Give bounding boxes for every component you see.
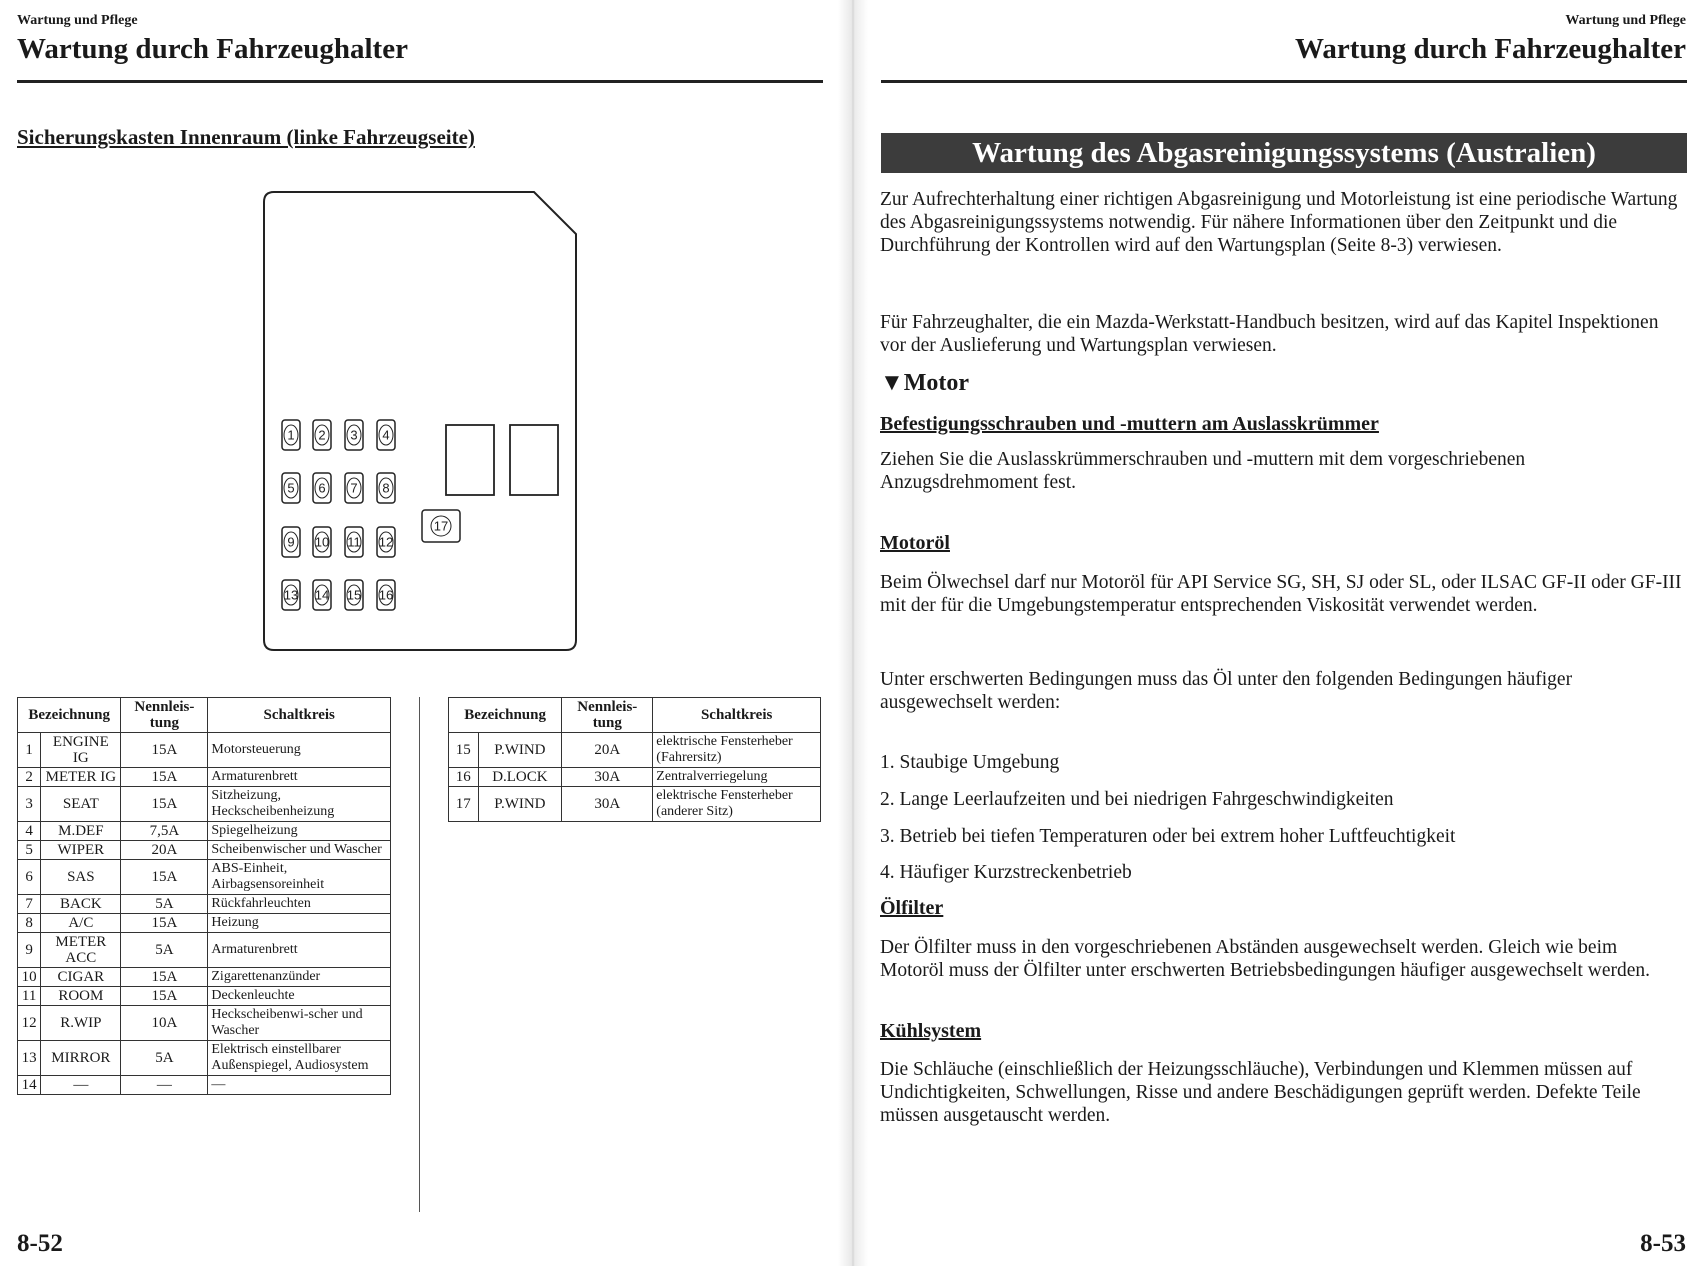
condition-item: 2. Lange Leerlaufzeiten und bei niedrigen Fahrgeschwindigkeiten: [880, 789, 1394, 810]
fuse-rating-cell: 30A: [562, 787, 653, 822]
fuse-rating-cell: 20A: [121, 841, 208, 860]
fuse-number-cell: 14: [18, 1076, 41, 1095]
fuse-number-cell: 15: [449, 733, 479, 768]
cooling-heading: Kühlsystem: [880, 1020, 982, 1042]
fuse-name-cell: WIPER: [41, 841, 121, 860]
fuse-name-cell: D.LOCK: [478, 768, 562, 787]
fuse-table-row: [18, 822, 391, 841]
fuse-slot-label: 3: [350, 427, 358, 443]
fuse-name-cell: R.WIP: [41, 1006, 121, 1041]
fuse-circuit-cell: Zigarettenanzünder: [208, 968, 391, 987]
fuse-circuit-cell: Sitzheizung, Heckscheibenheizung: [208, 787, 391, 822]
fuse-slot-label: 7: [350, 480, 358, 496]
engine-oil-heading: Motoröl: [880, 532, 950, 554]
fuse-table-a-header: [18, 698, 391, 733]
fuse-number-cell: 6: [18, 860, 41, 895]
fuse-rating-cell: 10A: [121, 1006, 208, 1041]
fuse-table-row: [18, 768, 391, 787]
header-circuit: Schaltkreis: [208, 698, 391, 733]
fuse-table-b: [448, 697, 821, 822]
fuse-rating-cell: 15A: [121, 860, 208, 895]
fuse-rating-cell: 15A: [121, 787, 208, 822]
fuse-rating-cell: 5A: [121, 1041, 208, 1076]
fuse-name-cell: A/C: [41, 914, 121, 933]
fuse-slot-label: 17: [433, 518, 449, 534]
fuse-slot-label: 4: [382, 427, 390, 443]
manifold-paragraph: Ziehen Sie die Auslasskrümmerschrauben und -muttern mit dem vorgeschriebenen Anzugsdrehmoment fest.: [880, 449, 1526, 493]
fuse-circuit-cell: Zentralverriegelung: [653, 768, 821, 787]
engine-oil-paragraph: Beim Ölwechsel darf nur Motoröl für API Service SG, SH, SJ oder SL, oder ILSAC GF-II oder GF-III mit der für die Umgebungstemperatur entsprechenden Viskosität verwendet werden.: [880, 572, 1682, 616]
fuse-table-row: [18, 841, 391, 860]
oil-filter-paragraph: Der Ölfilter muss in den vorgeschriebenen Abständen ausgewechselt werden. Gleich wie beim Motoröl muss der Ölfilter unter erschwerten Betriebsbedingungen häufiger ausgewechselt werden.: [880, 937, 1651, 981]
fuse-name-cell: P.WIND: [478, 733, 562, 768]
fuse-number-cell: 17: [449, 787, 479, 822]
fuse-table-row: [18, 933, 391, 968]
fuse-table-row: [449, 733, 821, 768]
fuse-name-cell: M.DEF: [41, 822, 121, 841]
fuse-table-row: [18, 914, 391, 933]
fuse-rating-cell: 20A: [562, 733, 653, 768]
fuse-circuit-cell: Rückfahrleuchten: [208, 895, 391, 914]
severe-conditions-paragraph: Unter erschwerten Bedingungen muss das Öl unter den folgenden Bedingungen häufiger ausgewechselt werden:: [880, 669, 1573, 713]
intro-paragraph-1: Zur Aufrechterhaltung einer richtigen Abgasreinigung und Motorleistung ist eine periodische Wartung des Abgasreinigungssystems notwendig. Für nähere Informationen über den Zeitpunkt und die Durchführung der Kontrollen wird auf den Wartungsplan (Seite 8-3) verwiesen.: [880, 189, 1678, 256]
fuse-rating-cell: 5A: [121, 933, 208, 968]
fuse-table-row: [449, 768, 821, 787]
left-page-title: Wartung durch Fahrzeughalter: [17, 33, 408, 65]
fuse-table-row: [18, 987, 391, 1006]
intro-paragraph-2: Für Fahrzeughalter, die ein Mazda-Werkstatt-Handbuch besitzen, wird auf das Kapitel Inspektionen vor der Auslieferung und Wartungsplan verwiesen.: [880, 312, 1659, 356]
fuse-rating-cell: 15A: [121, 987, 208, 1006]
fuse-number-cell: 1: [18, 733, 41, 768]
fuse-box-diagram: [262, 190, 582, 654]
fuse-name-cell: SEAT: [41, 787, 121, 822]
fuse-number-cell: 2: [18, 768, 41, 787]
fuse-name-cell: ENGINE IG: [41, 733, 121, 768]
left-title-rule: [17, 80, 823, 83]
fuse-circuit-cell: Deckenleuchte: [208, 987, 391, 1006]
fuse-circuit-cell: Armaturenbrett: [208, 933, 391, 968]
fuse-number-cell: 4: [18, 822, 41, 841]
fuse-table-row: [18, 787, 391, 822]
fuse-number-cell: 9: [18, 933, 41, 968]
fuse-circuit-cell: Spiegelheizung: [208, 822, 391, 841]
header-circuit: Schaltkreis: [653, 698, 821, 733]
fuse-circuit-cell: Motorsteuerung: [208, 733, 391, 768]
fuse-number-cell: 3: [18, 787, 41, 822]
header-rating: Nennleis- tung: [121, 698, 208, 733]
fuse-slot-label: 8: [382, 480, 390, 496]
fuse-box-outline: [264, 192, 576, 650]
fuse-number-cell: 16: [449, 768, 479, 787]
fuse-slot-label: 10: [314, 534, 330, 550]
fuse-name-cell: P.WIND: [478, 787, 562, 822]
fuse-slot-label: 14: [314, 587, 330, 603]
fuse-number-cell: 10: [18, 968, 41, 987]
fuse-table-row: [18, 860, 391, 895]
right-title-rule: [881, 80, 1687, 83]
fuse-table-a: [17, 697, 391, 1095]
fuse-circuit-cell: Elektrisch einstellbarer Außenspiegel, Audiosystem: [208, 1041, 391, 1076]
fuse-box-heading: Sicherungskasten Innenraum (linke Fahrzeugseite): [17, 125, 475, 149]
manifold-heading: Befestigungsschrauben und -muttern am Auslasskrümmer: [880, 413, 1379, 435]
fuse-slot-label: 6: [318, 480, 326, 496]
fuse-rating-cell: 15A: [121, 733, 208, 768]
fuse-number-cell: 11: [18, 987, 41, 1006]
right-section-label: Wartung und Pflege: [1565, 13, 1686, 28]
fuse-table-row: [18, 733, 391, 768]
fuse-table-row: [18, 968, 391, 987]
fuse-table-row: [449, 787, 821, 822]
fuse-slot-label: 2: [318, 427, 326, 443]
fuse-slot-label: 16: [378, 587, 394, 603]
fuse-name-cell: MIRROR: [41, 1041, 121, 1076]
condition-item: 3. Betrieb bei tiefen Temperaturen oder bei extrem hoher Luftfeuchtigkeit: [880, 826, 1456, 847]
fuse-table-b-header: [449, 698, 821, 733]
fuse-circuit-cell: Scheibenwischer und Wascher: [208, 841, 391, 860]
triangle-down-icon: ▼: [880, 370, 904, 396]
fuse-slot-label: 1: [287, 427, 295, 443]
header-name: Bezeichnung: [18, 698, 121, 733]
header-name: Bezeichnung: [449, 698, 562, 733]
fuse-number-cell: 13: [18, 1041, 41, 1076]
condition-item: 4. Häufiger Kurzstreckenbetrieb: [880, 862, 1132, 883]
fuse-name-cell: BACK: [41, 895, 121, 914]
emission-maintenance-banner: Wartung des Abgasreinigungssystems (Australien): [881, 133, 1687, 173]
fuse-rating-cell: 15A: [121, 968, 208, 987]
fuse-name-cell: —: [41, 1076, 121, 1095]
fuse-rating-cell: —: [121, 1076, 208, 1095]
fuse-table-row: [18, 1041, 391, 1076]
fuse-table-row: [18, 895, 391, 914]
fuse-circuit-cell: elektrische Fensterheber (Fahrersitz): [653, 733, 821, 768]
fuse-number-cell: 7: [18, 895, 41, 914]
left-page-number: 8-52: [17, 1230, 63, 1257]
fuse-slot-label: 5: [287, 480, 295, 496]
fuse-table-row: [18, 1006, 391, 1041]
left-section-label: Wartung und Pflege: [17, 13, 138, 28]
header-rating: Nennleis- tung: [562, 698, 653, 733]
fuse-slot-label: 12: [378, 534, 394, 550]
fuse-name-cell: ROOM: [41, 987, 121, 1006]
fuse-circuit-cell: ABS-Einheit, Airbagsensoreinheit: [208, 860, 391, 895]
fuse-rating-cell: 7,5A: [121, 822, 208, 841]
fuse-circuit-cell: Armaturenbrett: [208, 768, 391, 787]
fuse-rating-cell: 30A: [562, 768, 653, 787]
cooling-paragraph: Die Schläuche (einschließlich der Heizungsschläuche), Verbindungen und Klemmen müssen auf Undichtigkeiten, Schwellungen, Risse und andere Beschädigungen geprüft werden. Defekte Teile müssen ausgetauscht werden.: [880, 1059, 1641, 1126]
fuse-rating-cell: 15A: [121, 768, 208, 787]
fuse-number-cell: 8: [18, 914, 41, 933]
fuse-name-cell: METER ACC: [41, 933, 121, 968]
fuse-slot-label: 11: [347, 534, 361, 550]
oil-filter-heading: Ölfilter: [880, 897, 944, 919]
fuse-name-cell: METER IG: [41, 768, 121, 787]
fuse-circuit-cell: —: [208, 1076, 391, 1095]
fuse-circuit-cell: Heizung: [208, 914, 391, 933]
condition-item: 1. Staubige Umgebung: [880, 752, 1060, 773]
fuse-name-cell: CIGAR: [41, 968, 121, 987]
fuse-number-cell: 12: [18, 1006, 41, 1041]
fuse-number-cell: 5: [18, 841, 41, 860]
fuse-rating-cell: 15A: [121, 914, 208, 933]
fuse-name-cell: SAS: [41, 860, 121, 895]
fuse-table-row: [18, 1076, 391, 1095]
right-page-number: 8-53: [1640, 1230, 1686, 1257]
fuse-slot-label: 15: [346, 587, 362, 603]
fuse-rating-cell: 5A: [121, 895, 208, 914]
table-column-divider: [419, 697, 420, 1212]
fuse-slot-label: 13: [283, 587, 299, 603]
motor-heading: ▼Motor: [880, 370, 970, 396]
fuse-slot-label: 9: [287, 534, 295, 550]
fuse-circuit-cell: elektrische Fensterheber (anderer Sitz): [653, 787, 821, 822]
right-page-title: Wartung durch Fahrzeughalter: [1295, 33, 1686, 65]
fuse-circuit-cell: Heckscheibenwi-scher und Wascher: [208, 1006, 391, 1041]
